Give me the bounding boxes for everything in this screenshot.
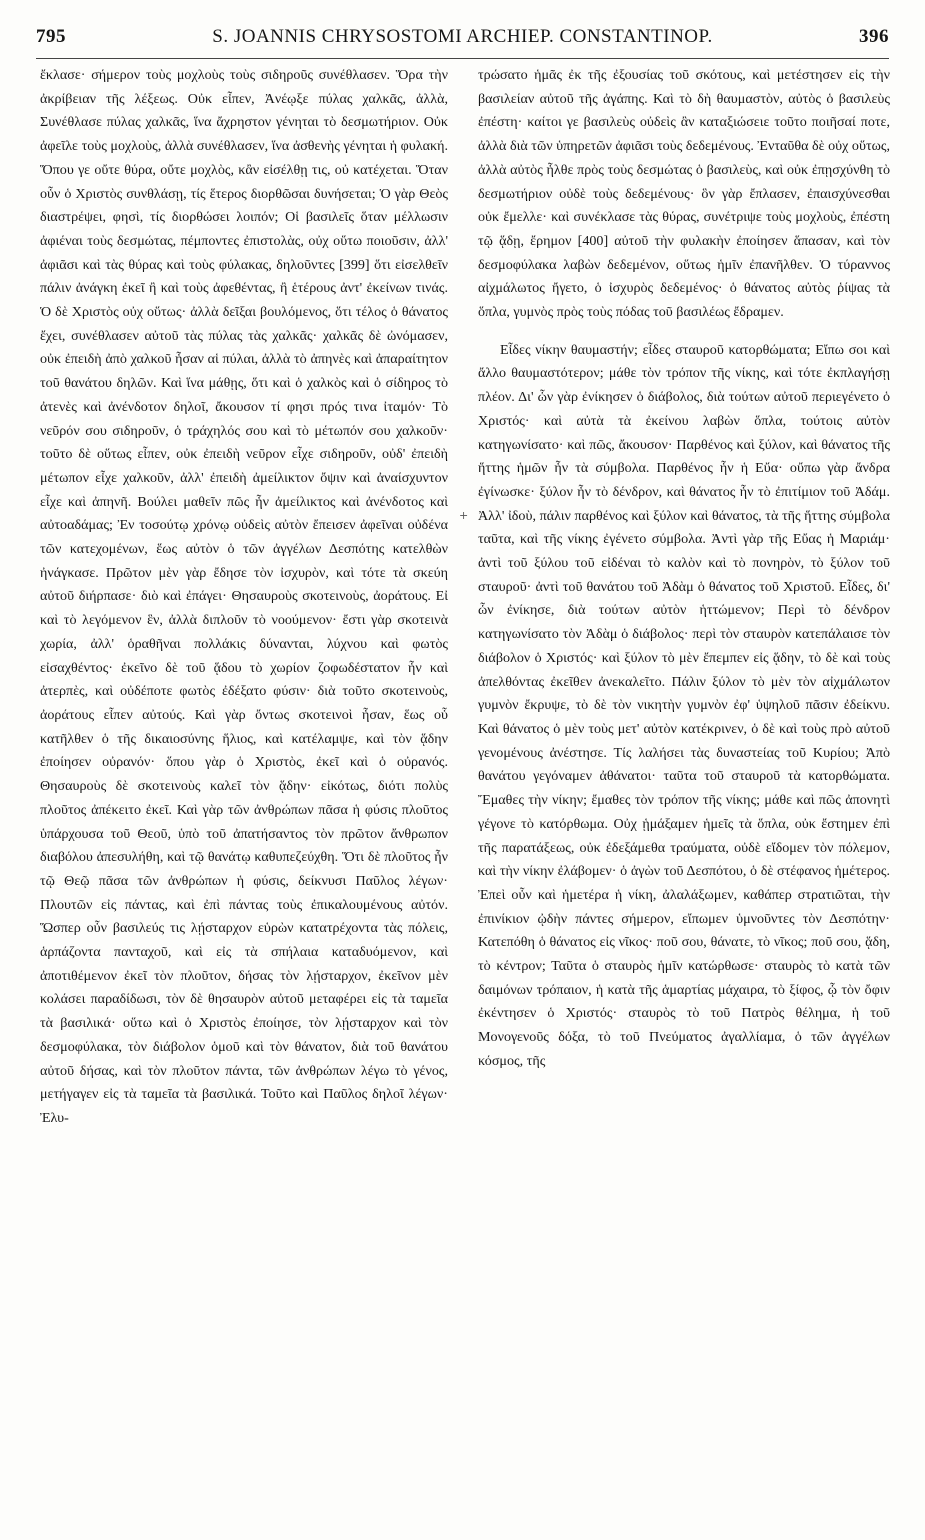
left-column [40,64,448,1131]
margin-mark: + [459,509,469,522]
left-column-text: ἔκλασε· σήμερον τοὺς μοχλοὺς τοὺς σιδηροῦς συνέθλασεν. Ὅρα τὴν ἀκρίβειαν τῆς λέξεως. Οὐκ εἶπεν, Ἀνέῳξε πύλας χαλκᾶς, ἀλλὰ, Συνέθλασε πύλας χαλκᾶς, ἵνα ἄχρηστον γένηται τὸ δεσμωτήριον. Οὐκ ἀφεῖλε τοὺς μοχλοὺς, ἀλλὰ συνέθλασεν, ἵνα ἀσθενὴς γένηται ἡ φυλακή. Ὅπου γε οὔτε θύρα, οὔτε μοχλὸς, κἂν εἰσέλθῃ τις, οὐ κατέχεται. Ὅταν οὖν ὁ Χριστὸς συνθλάσῃ, τίς ἕτερος διορθῶσαι δυνήσεται; Ὁ γὰρ Θεὸς διαστρέψει, φησὶ, τίς διορθώσει λοιπόν; Οἱ βασιλεῖς ὅταν μέλλωσιν ἀφιέναι τοὺς δεσμώτας, πέμποντες ἐπιστολὰς, οὐχ οὕτω ποιοῦσιν, ἀλλ' ἀφιᾶσι καὶ τὰς θύρας καὶ τοὺς φύλακας, δηλοῦντες [399] ὅτι εἰσελθεῖν πάλιν ἀνάγκη ἐκεῖ ἢ καὶ τοὺς ἀφεθέντας, ἢ ἑτέρους ἀντ' ἐκείνων τινάς. Ὁ δὲ Χριστὸς οὐχ οὕτως· ἀλλὰ δεῖξαι βουλόμενος, ὅτι τέλος ὁ θάνατος ἔχει, συνέθλασεν αὐτοῦ τὰς πύλας τὰς χαλκᾶς· χαλκᾶς δὲ ὠνόμασεν, οὐκ ἐπειδὴ ἀπὸ χαλκοῦ ἦσαν αἱ πύλαι, ἀλλὰ τὸ ἀπηνὲς καὶ ἀπαραίτητον τοῦ θανάτου δηλῶν. Καὶ ἵνα μάθῃς, ὅτι καὶ ὁ χαλκὸς καὶ ὁ σίδηρος τὸ ἀτενὲς καὶ ἀνένδοτον δηλοῖ, ἄκουσον τί φησι πρός τινα ἰταμόν· Τὸ νεῦρόν σου σιδηροῦν, ὁ τράχηλός σου καὶ τὸ μέτωπόν σου χαλκοῦν· τοῦτο δὲ οὕτως εἶπεν, οὐκ ἐπειδὴ νεῦρον εἶχε σιδηροῦν, οὐδ' ἐπειδὴ μέτωπον εἶχε χαλκοῦν, ἀλλ' ἐπειδὴ ἀμείλικτον ὄψιν καὶ ἀναίσχυντον εἶχε καὶ ἀπηνῆ. Βούλει μαθεῖν πῶς ἦν ἀμείλικτος καὶ ἀνένδοτος καὶ αὐτοαδάμας; Ἐν τοσούτῳ χρόνῳ οὐδεὶς αὐτὸν ἔπεισεν ἀφεῖναι οὐδένα τῶν κατεχομένων, ἕως αὐτὸν ὁ τῶν ἀγγέλων Δεσπότης κατελθὼν ἠνάγκασε. Πρῶτον μὲν γὰρ ἔδησε τὸν ἰσχυρὸν, καὶ τότε τὰ σκεύη αὐτοῦ διήρπασε· διὸ καὶ ἐπάγει· Θησαυροὺς σκοτεινοὺς, ἀοράτους. Εἰ καὶ τὸ λεγόμενον ἓν, ἀλλὰ διπλοῦν τὸ νοούμενον· ἔστι γὰρ σκοτεινὰ χωρία, ἀλλ' ὁραθῆναι πολλάκις δύνανται, λύχνου καὶ φωτὸς εἰσαχθέντος· ἐκεῖνο δὲ τοῦ ᾅδου τὸ χωρίον ζοφωδέστατον ἦν καὶ ἀτερπὲς, καὶ οὐδέποτε φωτὸς ἐδέξατο φύσιν· διὰ τοῦτο σκοτεινοὺς, ἀοράτους εἶπεν αὐτούς. Καὶ γὰρ ὄντως σκοτεινοὶ ἦσαν, ἕως οὗ κατῆλθεν ὁ τῆς δικαιοσύνης ἥλιος, καὶ κατέλαμψε, καὶ τὸν ᾅδην ἐποίησεν οὐρανόν· ὅπου γὰρ ὁ Χριστὸς, ἐκεῖ καὶ ὁ οὐρανός. Θησαυροὺς δὲ σκοτεινοὺς καλεῖ τὸν ᾅδην· εἰκότως, διότι πολὺς πλοῦτος ἀπέκειτο ἐκεῖ. Καὶ γὰρ τῶν ἀνθρώπων πᾶσα ἡ φύσις πλοῦτος ὑπάρχουσα τοῦ Θεοῦ, ὑπὸ τοῦ ἀπατήσαντος τὸν πρῶτον ἄνθρωπον διαβόλου ἀπεσυλήθη, καὶ τῷ θανάτῳ καθυπεζεύχθη. Ὅτι δὲ πλοῦτος ἦν τῷ Θεῷ πᾶσα τῶν ἀνθρώπων ἡ φύσις, δείκνυσι Παῦλος λέγων· Πλουτῶν εἰς πάντας, καὶ ἐπὶ πάντας τοὺς ἐπικαλουμένους αὐτόν. Ὥσπερ οὖν βασιλεύς τις λῄσταρχον εὑρὼν κατατρέχοντα τὰς πόλεις, ἁρπάζοντα πανταχοῦ, καὶ εἰς τὰ σπήλαια καταδυόμενον, καὶ ἀποτιθέμενον ἐκεῖ τὸν πλοῦτον, δήσας τὸν λῄσταρχον, ἐκεῖνον μὲν κολάσει παραδίδωσι, τὸν δὲ θησαυρὸν αὐτοῦ μεταφέρει εἰς τὰ ταμεῖα τὰ βασιλικά· οὕτω καὶ ὁ Χριστὸς ἐποίησε, τὸν λῄσταρχον καὶ τὸν δεσμοφύλακα, τὸν διάβολον ὁμοῦ καὶ τὸν θάνατον, διὰ τοῦ θανάτου αὐτοῦ δήσας, καὶ τὸν πλοῦτον πάντα, τῶν ἀνθρώπων λέγω τὸ γένος, μετήγαγεν εἰς τὰ ταμεῖα τὰ βασιλικά. Τοῦτο καὶ Παῦλος δηλοῖ λέγων· Ἐλυ- [40,67,448,1126]
right-paragraph-1: τρώσατο ἡμᾶς ἐκ τῆς ἐξουσίας τοῦ σκότους, καὶ μετέστησεν εἰς τὴν βασιλείαν αὐτοῦ τῆς ἀγάπης. Καὶ τὸ δὴ θαυμαστὸν, αὐτὸς ὁ βασιλεὺς ἐπέστη· καίτοι γε βασιλεὺς οὐδεὶς ἂν καταξιώσειε τοῦτο ποιῆσαί ποτε, ἀλλὰ διὰ τῶν ὑπηρετῶν ἀφιᾶσι τοὺς δεδεμένους. Ἐνταῦθα δὲ οὐχ οὕτως, ἀλλὰ αὐτὸς ἦλθε πρὸς τοὺς δεσμώτας ὁ βασιλεὺς, καὶ οὐκ ἐπῃσχύνθη τὸ δεσμωτήριον οὐδὲ τοὺς δεδεμένους· ὃν γὰρ ἔπλασεν, ἐπαισχύνεσθαι οὐκ ἔμελλε· καὶ συνέκλασε τὰς θύρας, συνέτριψε τοὺς μοχλοὺς, ἐπέστη τῷ ᾅδῃ, ἔρημον [400] αὐτοῦ τὴν φυλακὴν ἐποίησεν ἅπασαν, καὶ τὸν δεσμοφύλακα λαβὼν δεδεμένον, οὕτως ἡμῖν ἐπανῆλθεν. Ὁ τύραννος αἰχμάλωτος ἤγετο, ὁ ἰσχυρὸς δεδεμένος· ὁ θάνατος αὐτὸς ῥίψας τὰ ὅπλα, γυμνὸς πρὸς τοὺς πόδας τοῦ βασιλέως ἔδραμεν. [478,67,890,321]
right-column [478,64,890,1074]
page-number-left: 795 [36,26,66,47]
running-header [36,26,889,59]
running-title: S. JOANNIS CHRYSOSTOMI ARCHIEP. CONSTANTINOP. [212,26,713,47]
page-number-right: 396 [859,26,889,47]
right-paragraph-2: Εἶδες νίκην θαυμαστήν; εἶδες σταυροῦ κατορθώματα; Εἴπω σοι καὶ ἄλλο θαυμαστότερον; μάθε τὸν τρόπον τῆς νίκης, καὶ τότε ἐκπλαγήσῃ πλέον. Δι' ὧν γὰρ ἐνίκησεν ὁ διάβολος, διὰ τούτων αὐτοῦ περιεγένετο ὁ Χριστός· καὶ αὐτὰ τὰ ἐκείνου λαβὼν ὅπλα, τούτοις αὐτὸν κατηγωνίσατο· καὶ πῶς, ἄκουσον· Παρθένος καὶ ξύλον, καὶ θάνατος τῆς ἥττης ἡμῶν ἦν τὰ σύμβολα. Παρθένος ἦν ἡ Εὔα· οὔπω γὰρ ἄνδρα ἐγίνωσκε· ξύλον ἦν τὸ δένδρον, καὶ θάνατος ἦν τὸ ἐπιτίμιον τοῦ Ἀδάμ. Ἀλλ' ἰδοὺ, πάλιν παρθένος καὶ ξύλον καὶ θάνατος, τὰ τῆς ἥττης σύμβολα ταῦτα, καὶ τῆς νίκης ἐγένετο σύμβολα. Ἀντὶ γὰρ τῆς Εὔας ἡ Μαριάμ· ἀντὶ τοῦ ξύλου τοῦ εἰδέναι τὸ καλὸν καὶ τὸ πονηρὸν, τὸ ξύλον τοῦ σταυροῦ· ἀντὶ τοῦ θανάτου τοῦ Ἀδὰμ ὁ θάνατος τοῦ Χριστοῦ. Εἶδες, δι' ὧν ἐνίκησε, διὰ τούτων αὐτὸν ἡττώμενον; Περὶ τὸ δένδρον κατηγωνίσατο τὸν Ἀδὰμ ὁ διάβολος· περὶ τὸν σταυρὸν κατεπάλαισε τὸν διάβολον ὁ Χριστός· καὶ ξύλον τὸ μὲν ἔπεμπεν εἰς ᾅδην, τὸ δὲ καὶ τοὺς ἀπελθόντας ἐκεῖθεν ἀνεκαλεῖτο. Πάλιν ξύλον τὸ μὲν τὸν αἰχμάλωτον γυμνὸν ἔκρυψε, τὸ δὲ τὸν νικητὴν γυμνὸν ἐφ' ὑψηλοῦ πᾶσιν ἐδείκνυ. Καὶ θάνατος ὁ μὲν τοὺς μετ' αὐτὸν κατέκρινεν, ὁ δὲ καὶ τοὺς πρὸ αὐτοῦ γενομένους ἀνέστησε. Τίς λαλήσει τὰς δυναστείας τοῦ Κυρίου; Ἀπὸ θανάτου γεγόναμεν ἀθάνατοι· ταῦτα τοῦ σταυροῦ τὰ κατορθώματα. Ἔμαθες τὴν νίκην; ἔμαθες τὸν τρόπον τῆς νίκης; μάθε καὶ πῶς ἀπονητὶ γέγονε τὸ κατόρθωμα. Οὐχ ᾑμάξαμεν ἡμεῖς τὰ ὅπλα, οὐκ ἔστημεν ἐπὶ τῆς παρατάξεως, οὐκ ἐδεξάμεθα τραύματα, οὐδὲ εἴδομεν τὸν πόλεμον, καὶ τὴν νίκην ἐλάβομεν· ὁ ἀγὼν τοῦ Δεσπότου, ὁ δὲ στέφανος ἡμέτερος. Ἐπεὶ οὖν καὶ ἡμετέρα ἡ νίκη, ἀλαλάξωμεν, καθάπερ στρατιῶται, τὴν ἐπινίκιον ᾠδὴν πάντες σήμερον, εἴπωμεν ὑμνοῦντες τὸν Δεσπότην· Κατεπόθη ὁ θάνατος εἰς νῖκος· ποῦ σου, θάνατε, τὸ νῖκος; ποῦ σου, ᾅδη, τὸ κέντρον; Ταῦτα ὁ σταυρὸς ἡμῖν κατώρθωσε· σταυρὸς τὸ κατὰ τῶν δαιμόνων τρόπαιον, ἡ κατὰ τῆς ἁμαρτίας μάχαιρα, τὸ ξίφος, ᾧ τὸν ὄφιν ἐκέντησεν ὁ Χριστός· σταυρὸς τὸ τοῦ Πατρὸς θέλημα, ἡ τοῦ Μονογενοῦς δόξα, τὸ τοῦ Πνεύματος ἀγαλλίαμα, ὁ τῶν ἀγγέλων κόσμος, τῆς [478,341,890,1069]
